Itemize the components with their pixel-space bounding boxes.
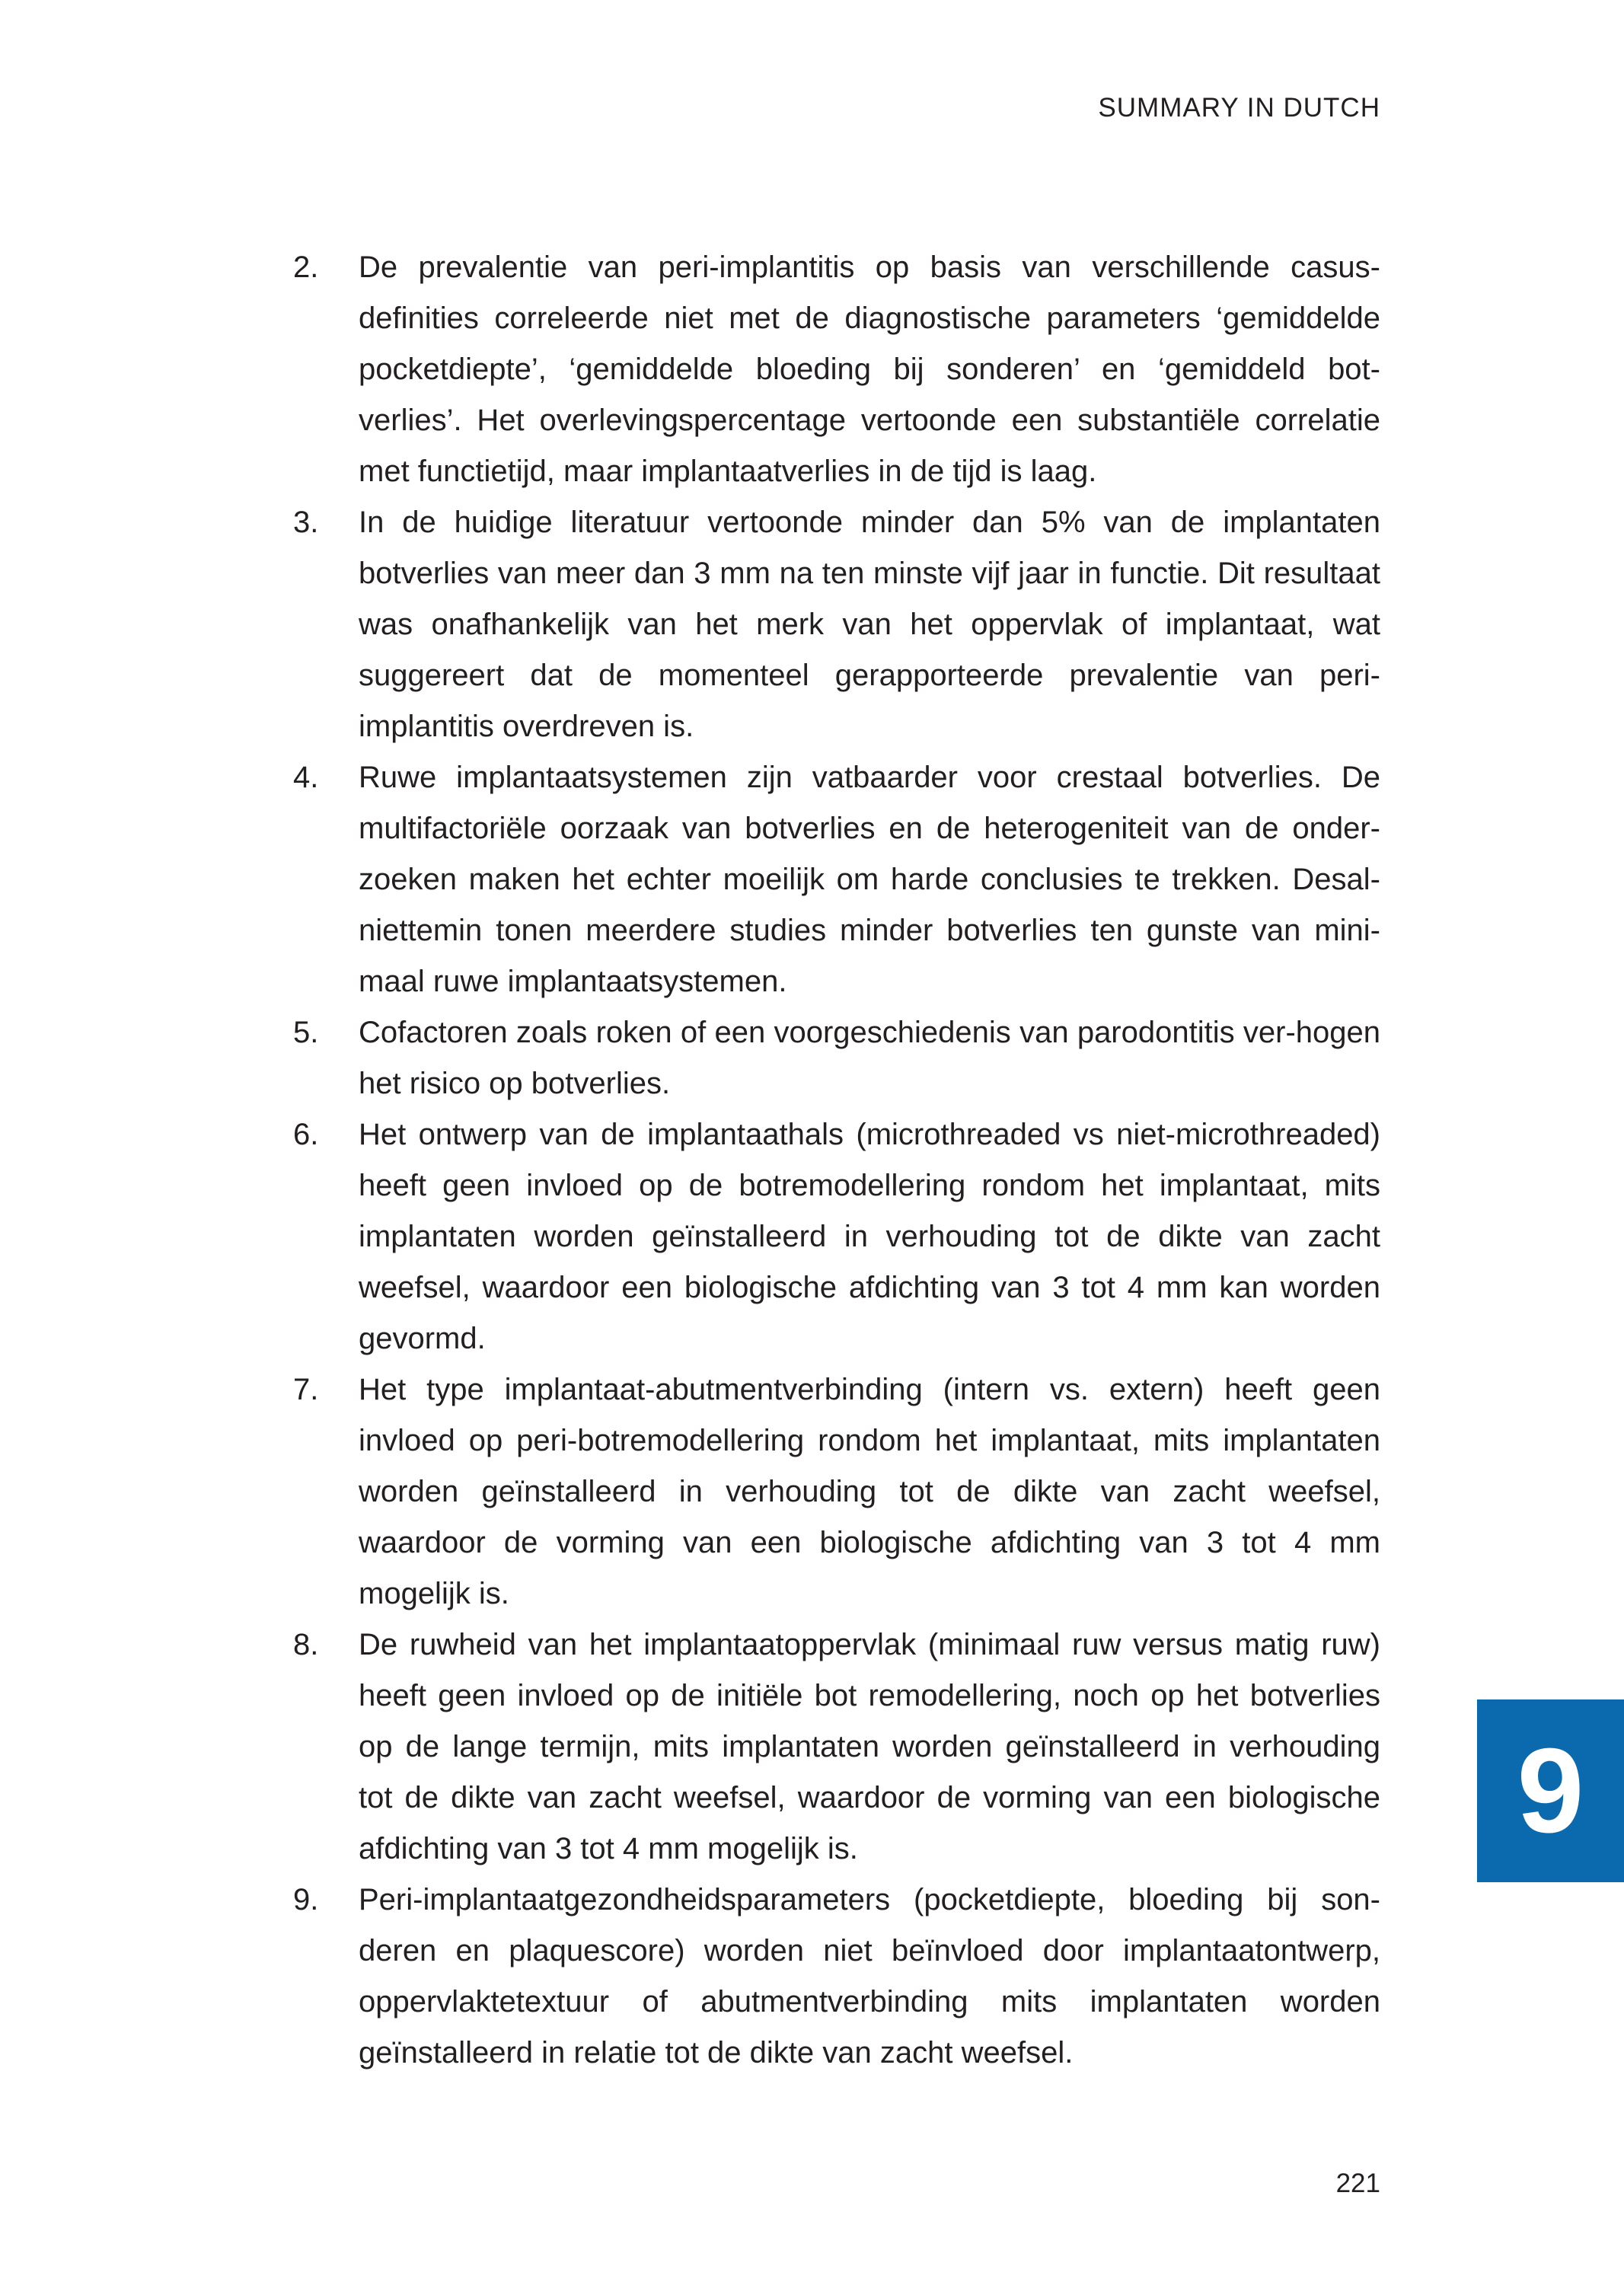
item-text: In de huidige literatuur vertoonde minder dan 5% van de implantaten botverlies van meer dan 3 mm na ten minste vijf jaar in functie. Dit resultaat was onafhankelijk van het merk van het oppervlak of implantaat, wat suggereert dat de momenteel gerapporteerde prevalentie van peri-implantitis overdreven is.: [359, 506, 1380, 743]
item-number: 3.: [293, 506, 319, 539]
chapter-tab: [1477, 1699, 1624, 1882]
item-text: De prevalentie van peri-implantitis op basis van verschillende casus-definities correleerde niet met de diagnostische parameters ‘gemiddelde pocketdiepte’, ‘gemiddelde bloeding bij sonderen’ en ‘gemiddeld bot-verlies’. Het overlevingspercentage vertoonde een substantiële correlatie met functietijd, maar implantaatverlies in de tijd is laag.: [359, 251, 1380, 488]
list-item: [293, 242, 1380, 497]
item-text: Het type implantaat-abutmentverbinding (intern vs. extern) heeft geen invloed op peri-botremodellering rondom het implantaat, mits implantaten worden geïnstalleerd in verhouding tot de dikte van zacht weefsel, waardoor de vorming van een biologische afdichting van 3 tot 4 mm mogelijk is.: [359, 1373, 1380, 1610]
item-number: 7.: [293, 1373, 319, 1406]
item-number: 6.: [293, 1118, 319, 1151]
conclusions-list: [293, 242, 1380, 2079]
item-number: 4.: [293, 761, 319, 794]
list-item: [293, 1875, 1380, 2079]
item-number: 5.: [293, 1016, 319, 1049]
item-number: 9.: [293, 1883, 319, 1916]
item-text: Ruwe implantaatsystemen zijn vatbaarder voor crestaal botverlies. De multifactoriële oorzaak van botverlies en de heterogeniteit van de onder-zoeken maken het echter moeilijk om harde conclusies te trekken. Desal-niettemin tonen meerdere studies minder botverlies ten gunste van mini-maal ruwe implantaatsystemen.: [359, 761, 1380, 998]
list-item: [293, 1620, 1380, 1875]
running-header: SUMMARY IN DUTCH: [1098, 93, 1380, 123]
list-item: [293, 752, 1380, 1007]
item-number: 2.: [293, 251, 319, 284]
item-text: Het ontwerp van de implantaathals (microthreaded vs niet-microthreaded) heeft geen invloed op de botremodellering rondom het implantaat, mits implantaten worden geïnstalleerd in verhouding tot de dikte van zacht weefsel, waardoor een biologische afdichting van 3 tot 4 mm kan worden gevormd.: [359, 1118, 1380, 1355]
list-item: [293, 1364, 1380, 1620]
page-number: 221: [1335, 2169, 1380, 2198]
list-item: [293, 1109, 1380, 1364]
list-item: [293, 497, 1380, 752]
item-text: Peri-implantaatgezondheidsparameters (pocketdiepte, bloeding bij son-deren en plaquescore) worden niet beïnvloed door implantaatontwerp, oppervlaktetextuur of abutmentverbinding mits implantaten worden geïnstalleerd in relatie tot de dikte van zacht weefsel.: [359, 1883, 1380, 2070]
item-text: Cofactoren zoals roken of een voorgeschiedenis van parodontitis ver-hogen het risico op botverlies.: [359, 1016, 1380, 1100]
list-item: [293, 1007, 1380, 1109]
item-number: 8.: [293, 1628, 319, 1661]
item-text: De ruwheid van het implantaatoppervlak (minimaal ruw versus matig ruw) heeft geen invloed op de initiële bot remodellering, noch op het botverlies op de lange termijn, mits implantaten worden geïnstalleerd in verhouding tot de dikte van zacht weefsel, waardoor de vorming van een biologische afdichting van 3 tot 4 mm mogelijk is.: [359, 1628, 1380, 1865]
chapter-number: 9: [1517, 1724, 1584, 1858]
